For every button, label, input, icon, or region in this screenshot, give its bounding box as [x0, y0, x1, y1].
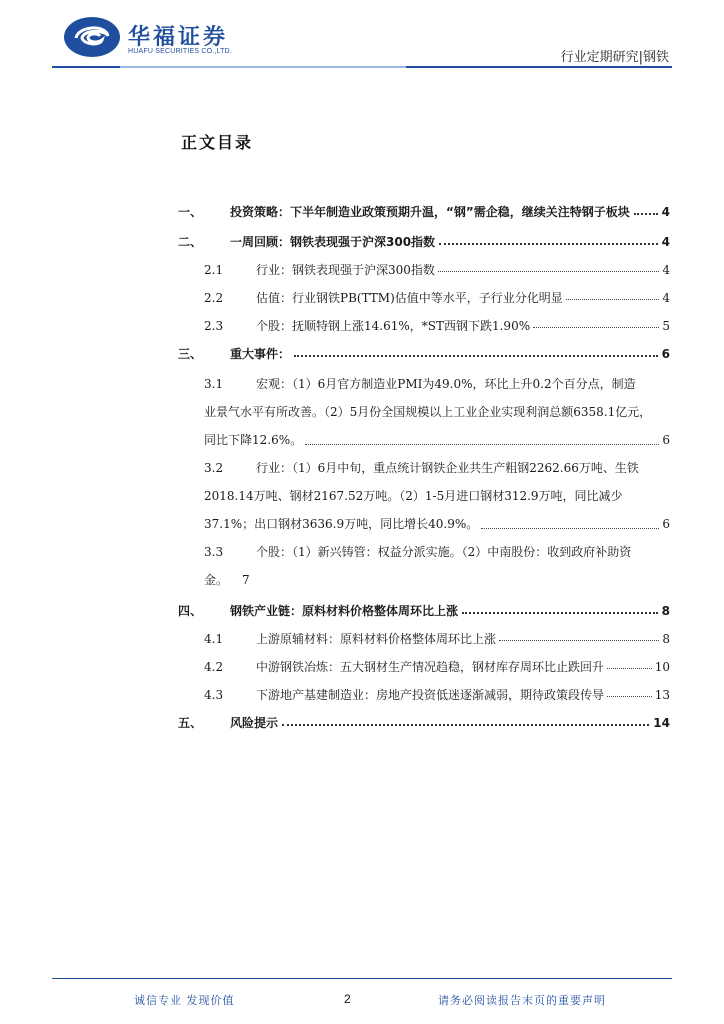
toc-entry-page: 4 — [661, 205, 670, 219]
document-type: 行业定期研究|钢铁 — [560, 50, 669, 65]
toc-entry-label: 估值：行业钢铁PB(TTM)估值中等水平，子行业分化明显 — [256, 291, 563, 305]
company-logo — [62, 14, 262, 62]
toc-entry-number: 二、 — [178, 235, 203, 249]
toc-entry-page: 5 — [662, 319, 670, 333]
brand-name-en: HUAFU SECURITIES CO.,LTD. — [128, 48, 233, 55]
toc-entry-label: 个股：抚顺特钢上涨14.61%，*ST西钢下跌1.90% — [256, 319, 531, 333]
dot-leader — [462, 603, 658, 614]
footer-slogan: 诚信专业 发现价值 — [134, 994, 235, 1007]
toc-entry-page: 6 — [662, 517, 670, 531]
toc-entry-text-line: 同比下降12.6%。 — [204, 433, 303, 447]
toc-entry-number: 4.1 — [204, 632, 224, 646]
toc-entry-text-line: 行业：（1）6月中旬，重点统计钢铁企业共生产粗钢2262.66万吨、生铁 — [256, 461, 639, 475]
toc-entry-label: 钢铁产业链：原料材料价格整体周环比上涨 — [230, 604, 459, 618]
toc-entry-page: 10 — [654, 660, 670, 674]
toc-entry-number: 3.2 — [204, 461, 224, 475]
toc-entry-page: 8 — [662, 632, 670, 646]
toc-entry-page: 4 — [662, 263, 670, 277]
header-divider-accent — [120, 66, 406, 68]
toc-entry-number: 三、 — [178, 347, 203, 361]
toc-entry-number: 四、 — [178, 604, 203, 618]
toc-title: 正文目录 — [181, 133, 254, 152]
dot-leader — [634, 204, 658, 215]
brand-name-cn: 华福证券 — [128, 25, 229, 50]
toc-entry-page: 4 — [661, 235, 670, 249]
toc-entry-page: 7 — [242, 573, 250, 587]
toc-entry-page: 14 — [653, 716, 670, 730]
dot-leader — [481, 510, 659, 529]
huafu-logo-icon — [62, 14, 122, 60]
dot-leader — [607, 659, 652, 669]
toc-entry-label: 风险提示 — [230, 716, 279, 730]
toc-entry-page: 13 — [654, 688, 670, 702]
toc-entry-label: 下游地产基建制造业：房地产投资低迷逐渐减弱，期待政策段传导 — [256, 688, 605, 702]
toc-entry-text-line: 业景气水平有所改善。（2）5月份全国规模以上工业企业实现利润总额6358.1亿元， — [204, 405, 652, 419]
dot-leader — [566, 290, 660, 300]
dot-leader — [305, 426, 659, 445]
toc-entry-number: 2.1 — [204, 263, 224, 277]
toc-entry-text-line: 37.1%；出口钢材3636.9万吨，同比增长40.9%。 — [204, 517, 479, 531]
toc-entry-number: 2.3 — [204, 319, 224, 333]
page-number: 2 — [344, 992, 351, 1006]
toc-entry-label: 中游钢铁冶炼：五大钢材生产情况趋稳，钢材库存周环比止跌回升 — [256, 660, 605, 674]
dot-leader — [282, 715, 649, 726]
dot-leader — [607, 687, 652, 697]
dot-leader — [439, 234, 658, 245]
toc-entry-page: 4 — [662, 291, 670, 305]
dot-leader — [438, 262, 659, 272]
toc-entry-number: 2.2 — [204, 291, 224, 305]
toc-entry-label: 投资策略：下半年制造业政策预期升温，“钢”需企稳，继续关注特钢子板块 — [230, 205, 630, 219]
dot-leader — [294, 346, 658, 357]
toc-entry-number: 3.1 — [204, 377, 224, 391]
toc-entry-page: 8 — [661, 604, 670, 618]
toc-entry-page: 6 — [662, 433, 670, 447]
toc-entry-label: 重大事件： — [230, 347, 291, 361]
dot-leader — [499, 631, 659, 641]
toc-entry-text-line: 金。 — [204, 573, 229, 587]
toc-entry-3-2[interactable] — [204, 454, 670, 538]
toc-entry-label: 上游原辅材料：原料材料价格整体周环比上涨 — [256, 632, 497, 646]
dot-leader — [533, 318, 659, 328]
footer-disclaimer: 请务必阅读报告末页的重要声明 — [438, 994, 606, 1007]
toc-entry-text-line: 宏观：（1）6月官方制造业PMI为49.0%，环比上升0.2个百分点，制造 — [256, 377, 636, 391]
toc-entry-number: 五、 — [178, 716, 203, 730]
toc-entry-3-1[interactable] — [204, 370, 670, 454]
footer-divider — [52, 978, 672, 979]
toc-entry-label: 行业：钢铁表现强于沪深300指数 — [256, 263, 435, 277]
toc-entry-number: 4.2 — [204, 660, 224, 674]
toc-entry-number: 一、 — [178, 205, 203, 219]
toc-entry-number: 4.3 — [204, 688, 224, 702]
toc-entry-label: 一周回顾：钢铁表现强于沪深300指数 — [230, 235, 436, 249]
toc-entry-text-line: 2018.14万吨、钢材2167.52万吨。（2）1-5月进口钢材312.9万吨，同比减少 — [204, 489, 623, 503]
toc-entry-number: 3.3 — [204, 545, 224, 559]
toc-entry-text-line: 个股：（1）新兴铸管：权益分派实施。（2）中南股份：收到政府补助资 — [256, 545, 632, 559]
toc-entry-3-3[interactable] — [204, 538, 670, 594]
toc-entry-page: 6 — [661, 347, 670, 361]
